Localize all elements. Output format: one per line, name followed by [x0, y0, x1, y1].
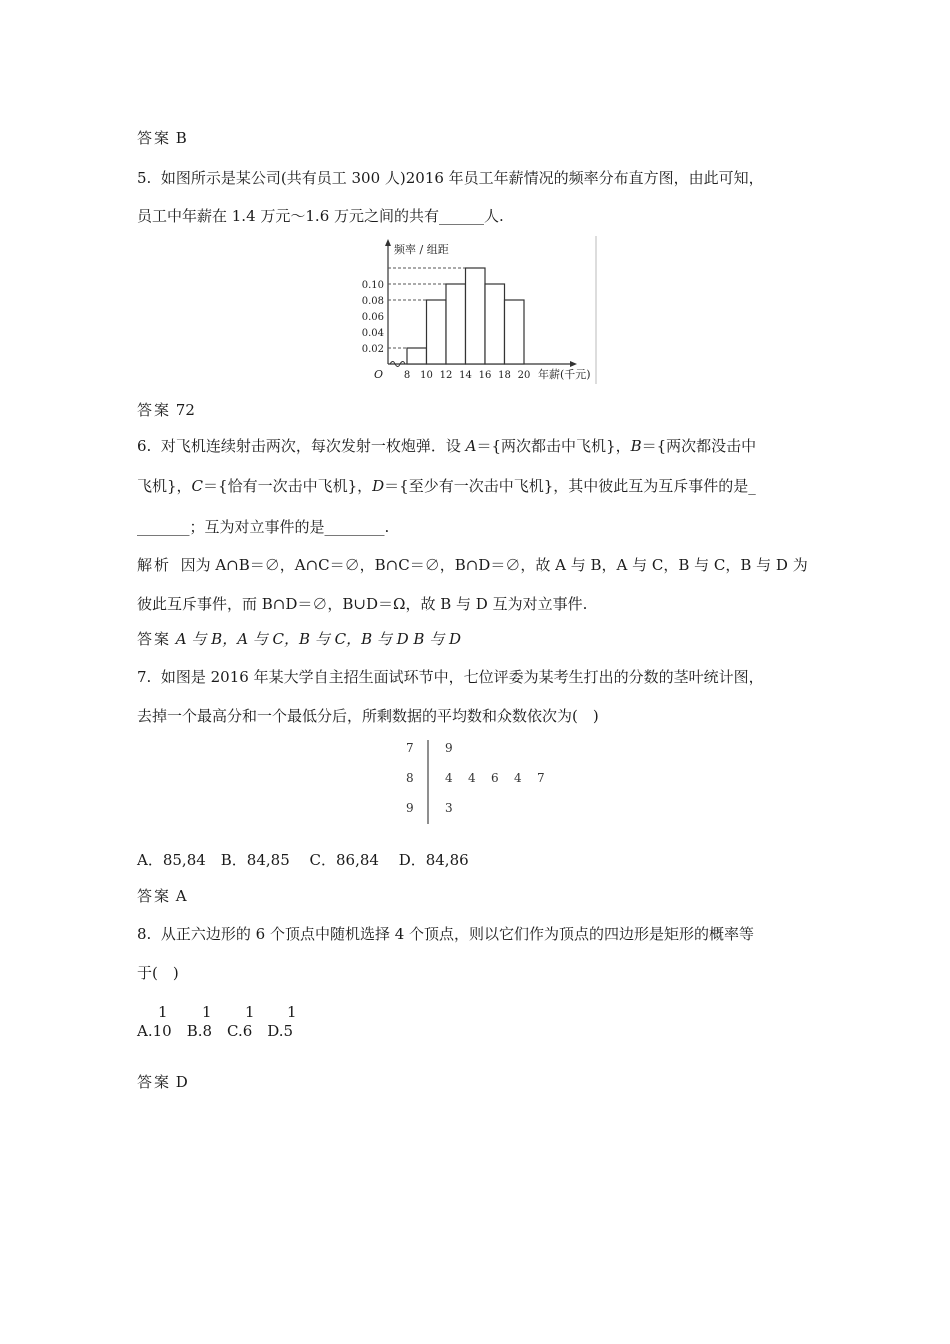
numerator: 1 — [287, 1003, 297, 1021]
question-number: 7. — [137, 668, 152, 686]
q6-answer — [137, 629, 461, 649]
question-text: ＝{至少有一次击中飞机}，其中彼此互为互斥事件的是_ — [384, 477, 756, 495]
q5-answer — [137, 400, 195, 420]
question-text: 去掉一个最高分和一个最低分后，所剩数据的平均数和众数依次为( ) — [137, 707, 599, 725]
q6-line1 — [137, 436, 756, 456]
q7-line1 — [137, 667, 764, 687]
question-text: 于( ) — [137, 964, 179, 982]
analysis-text: 因为 A∩B＝∅，A∩C＝∅，B∩C＝∅，B∩D＝∅，故 A 与 B，A 与 C，B 与 C，B 与 D 为 — [180, 556, 808, 574]
stem-value: 7 — [406, 741, 414, 755]
answer-value: B — [175, 129, 187, 147]
leaf-value: 4 — [514, 771, 522, 785]
event-d: D — [372, 477, 385, 495]
answer-label: 答案 — [137, 1073, 172, 1091]
q6-line3 — [137, 517, 389, 537]
y-tick-label: 0.10 — [361, 280, 384, 291]
x-tick-label: 8 — [403, 370, 411, 381]
x-tick-label: 18 — [498, 370, 511, 381]
y-axis-label: 频率 / 组距 — [394, 243, 449, 256]
leaf-value: 6 — [491, 771, 499, 785]
question-text: 从正六边形的 6 个顶点中随机选择 4 个顶点，则以它们作为顶点的四边形是矩形的概率等 — [160, 925, 755, 943]
numerator: 1 — [245, 1003, 255, 1021]
question-number: 6. — [137, 437, 152, 455]
answer-value: A 与 B，A 与 C，B 与 C，B 与 D B 与 D — [175, 630, 462, 648]
x-tick-label: 12 — [439, 370, 453, 381]
leaf-value: 4 — [445, 771, 453, 785]
question-text: ＝{恰有一次击中飞机}， — [203, 477, 373, 495]
answer-value: D — [175, 1073, 188, 1091]
question-text: 如图是 2016 年某大学自主招生面试环节中，七位评委为某考生打出的分数的茎叶统计图， — [160, 668, 764, 686]
question-text: 员工中年薪在 1.4 万元～1.6 万元之间的共有______人. — [137, 207, 504, 225]
options-text: A．85,84 B．84,85 C．86,84 D．84,86 — [137, 851, 469, 869]
question-number: 8. — [137, 925, 152, 943]
analysis-label: 解析 — [137, 556, 172, 574]
histogram-bar — [427, 300, 447, 364]
leaf-value: 4 — [468, 771, 476, 785]
question-text: ＝{两次都没击中 — [641, 437, 757, 455]
q4-answer — [137, 128, 187, 148]
stem-leaf-plot — [400, 738, 570, 828]
question-text: _______；互为对立事件的是________. — [137, 518, 390, 536]
analysis-text: 彼此互斥事件，而 B∩D＝∅，B∪D＝Ω，故 B 与 D 互为对立事件. — [137, 595, 588, 613]
q7-options — [137, 850, 469, 870]
numerator: 1 — [202, 1003, 212, 1021]
y-axis-arrow — [385, 239, 391, 246]
q8-line1 — [137, 924, 754, 944]
y-tick-label: 0.04 — [361, 328, 384, 339]
answer-value: 72 — [175, 401, 195, 419]
answer-label: 答案 — [137, 887, 172, 905]
q7-answer — [137, 886, 187, 906]
answer-label: 答案 — [137, 129, 172, 147]
x-tick-label: 14 — [459, 370, 472, 381]
x-axis-arrow — [570, 361, 577, 367]
q5-line1 — [137, 168, 764, 188]
histogram-bar — [466, 268, 486, 364]
x-tick-label: 16 — [478, 370, 492, 381]
question-text: 飞机}， — [137, 477, 192, 495]
answer-label: 答案 — [137, 630, 172, 648]
histogram-chart — [360, 236, 610, 384]
question-text: ＝{两次都击中飞机}， — [476, 437, 631, 455]
q5-line2 — [137, 206, 504, 226]
x-axis-label: 年薪(千元) — [538, 368, 591, 381]
histogram-bar — [446, 284, 466, 364]
q8-line2 — [137, 963, 179, 983]
y-tick-label: 0.02 — [361, 344, 384, 355]
leaf-value: 7 — [537, 771, 545, 785]
event-b: B — [630, 437, 642, 455]
histogram-bar — [407, 348, 427, 364]
question-text: 对飞机连续射击两次，每次发射一枚炮弹．设 — [160, 437, 466, 455]
answer-value: A — [175, 887, 187, 905]
event-a: A — [465, 437, 477, 455]
histogram-bar — [505, 300, 525, 364]
event-c: C — [191, 477, 204, 495]
numerator: 1 — [158, 1003, 168, 1021]
q6-analysis-line1 — [137, 555, 808, 575]
question-number: 5. — [137, 169, 152, 187]
q8-answer — [137, 1072, 188, 1092]
answer-label: 答案 — [137, 401, 172, 419]
options-text: A.10 B.8 C.6 D.5 — [137, 1022, 294, 1040]
leaf-value: 3 — [445, 801, 453, 815]
question-text: 如图所示是某公司(共有员工 300 人)2016 年员工年薪情况的频率分布直方图，由此可知， — [160, 169, 764, 187]
origin-label: O — [374, 368, 384, 381]
y-tick-label: 0.06 — [361, 312, 384, 323]
stem-value: 9 — [406, 801, 414, 815]
q6-analysis-line2 — [137, 594, 587, 614]
histogram-bar — [485, 284, 505, 364]
leaf-value: 9 — [445, 741, 453, 755]
x-tick-label: 20 — [517, 370, 531, 381]
q6-line2 — [137, 476, 756, 496]
x-tick-label: 10 — [420, 370, 433, 381]
y-tick-label: 0.08 — [361, 296, 384, 307]
stem-value: 8 — [406, 771, 414, 785]
q8-options — [137, 1021, 293, 1041]
q7-line2 — [137, 706, 599, 726]
